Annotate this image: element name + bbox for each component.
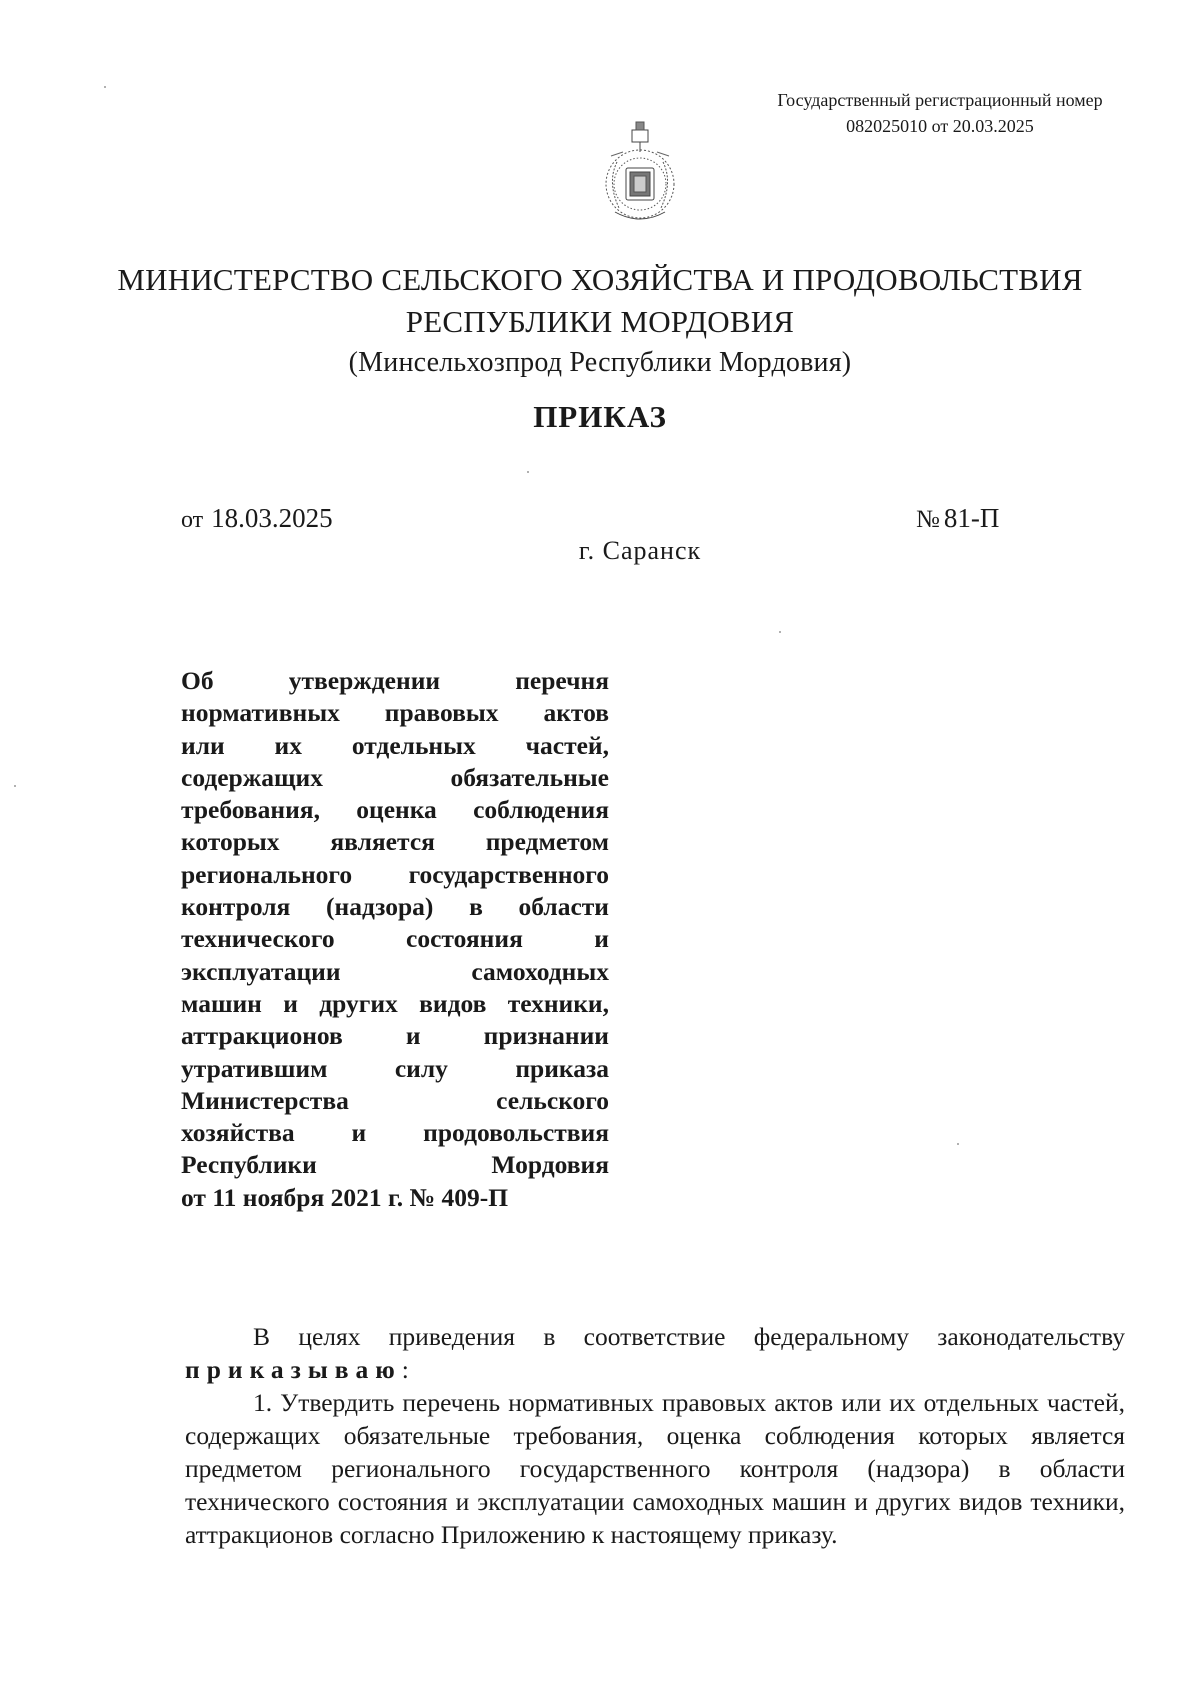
subject-line: утратившим силу приказа (181, 1053, 609, 1083)
scan-speck (527, 471, 529, 473)
registration-number (740, 87, 1140, 139)
ministry-name-line2: РЕСПУБЛИКИ МОРДОВИЯ (405, 304, 795, 339)
subject-line: Республики Мордовия (181, 1150, 609, 1180)
scan-speck (779, 631, 781, 633)
subject-line: Об утверждении перечня (181, 666, 609, 695)
subject-line: Министерства сельского (181, 1085, 609, 1115)
scan-speck (14, 785, 16, 787)
coat-of-arms-emblem-icon (597, 112, 683, 232)
subject-line: от 11 ноября 2021 г. № 409-П (181, 1182, 509, 1212)
subject-line: которых является предметом (181, 827, 609, 857)
body-orders-line (185, 1353, 1125, 1386)
body-intro: В целях приведения в соответствие федеральному законодательству (253, 1322, 1125, 1351)
ministry-name-line1: МИНИСТЕРСТВО СЕЛЬСКОГО ХОЗЯЙСТВА И ПРОДОВОЛЬСТВИЯ (117, 262, 1083, 297)
order-date-value: 18.03.2025 (211, 503, 333, 533)
order-number (916, 503, 999, 534)
order-date (181, 503, 333, 534)
subject-line: аттракционов и признании (181, 1021, 609, 1051)
order-number-sign: № (916, 506, 940, 533)
order-subject (181, 665, 609, 1214)
order-city: г. Саранск (578, 536, 702, 565)
subject-line: технического состояния и (181, 924, 609, 954)
orders-word: приказываю (185, 1355, 402, 1384)
registration-value: 082025010 от 20.03.2025 (846, 116, 1034, 136)
subject-line: требования, оценка соблюдения (181, 795, 609, 825)
order-number-value: 81-П (943, 503, 1000, 533)
registration-label: Государственный регистрационный номер (777, 90, 1103, 110)
subject-line: содержащих обязательные (181, 762, 609, 792)
body-item-1: 1. Утвердить перечень нормативных правовых актов или их отдельных частей, содержащих обязательные требования, оценка соблюдения которых является предметом регионального государственного контроля (надзора) в области технического состояния и эксплуатации самоходных машин и других видов техники, аттракционов согласно Приложению к настоящему приказу. (185, 1388, 1125, 1549)
ministry-short-name: (Минсельхозпрод Республики Мордовия) (348, 347, 852, 378)
document-type-title: ПРИКАЗ (533, 399, 667, 434)
orders-colon: : (401, 1355, 409, 1384)
subject-line: нормативных правовых актов (181, 698, 609, 728)
scan-speck (957, 1143, 959, 1145)
subject-line: эксплуатации самоходных (181, 956, 609, 986)
subject-line: хозяйства и продовольствия (181, 1118, 609, 1148)
subject-line: или их отдельных частей, (181, 730, 609, 760)
subject-line: регионального государственного (181, 859, 609, 889)
scan-speck (104, 86, 106, 88)
subject-line: контроля (надзора) в области (181, 892, 609, 922)
subject-line: машин и других видов техники, (181, 988, 609, 1018)
order-date-prefix: от (181, 507, 204, 533)
